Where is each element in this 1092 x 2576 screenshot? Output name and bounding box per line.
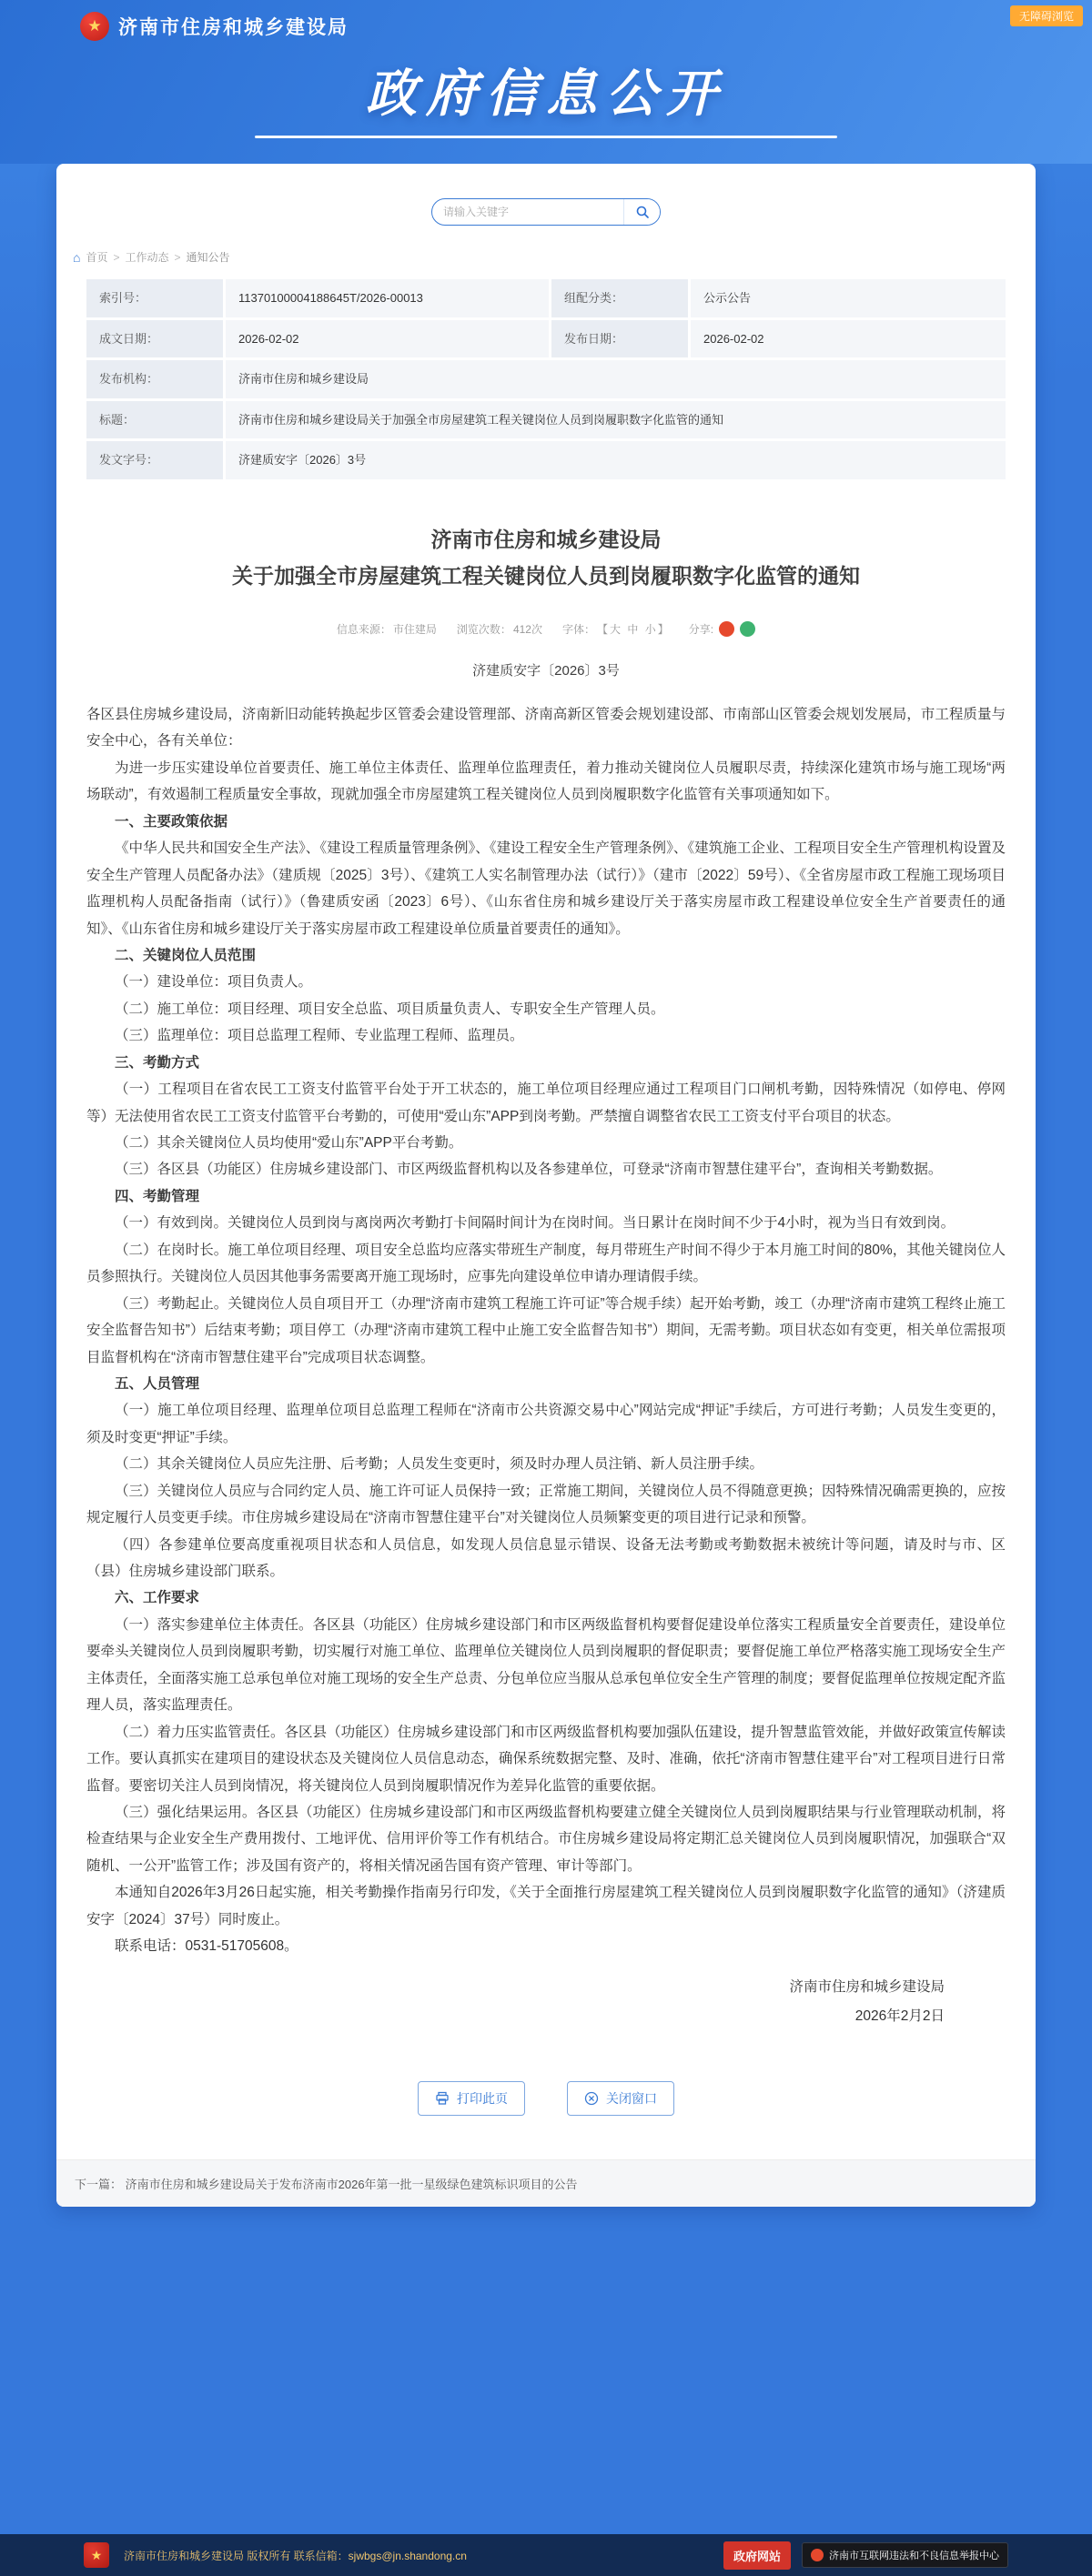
hero-banner bbox=[0, 0, 1092, 164]
footer-emblem-icon: ★ bbox=[84, 2542, 109, 2568]
font-size-medium-button[interactable]: 中 bbox=[627, 623, 639, 636]
print-button-label: 打印此页 bbox=[457, 2090, 508, 2106]
site-name: 济南市住房和城乡建设局 bbox=[118, 17, 349, 38]
paragraph: （四）各参建单位要高度重视项目状态和人员信息，如发现人员信息显示错误、设备无法考勤或考勤数据未被统计等问题，请及时与市、区（县）住房城乡建设部门联系。 bbox=[86, 1536, 1006, 1579]
share-label: 分享: bbox=[688, 623, 714, 636]
wechat-share-icon[interactable] bbox=[740, 621, 755, 637]
gov-site-badge[interactable]: 政府网站 bbox=[723, 2541, 791, 2570]
next-article-link[interactable]: 济南市住房和城乡建设局关于发布济南市2026年第一批一星级绿色建筑标识项目的公告 bbox=[125, 2177, 578, 2191]
search-icon bbox=[635, 205, 650, 219]
accessibility-button[interactable]: 无障碍浏览 bbox=[1010, 5, 1083, 26]
site-header bbox=[0, 0, 1092, 41]
paragraph: （一）工程项目在省农民工工资支付监管平台处于开工状态的，施工单位项目经理应通过工程项目门口闸机考勤，因特殊情况（如停电、停网等）无法使用省农民工工资支付监管平台考勤的，可使用“爱山东”APP到岗考勤。严禁擅自调整省农民工工资支付平台项目的状态。 bbox=[86, 1082, 1006, 1124]
font-size-large-button[interactable]: 大 bbox=[610, 623, 622, 636]
signature-date: 2026年2月2日 bbox=[854, 2008, 945, 2025]
paragraph: 五、人员管理 bbox=[115, 1375, 200, 1392]
banner-title: 政府信息公开 bbox=[366, 65, 726, 122]
paragraph: （二）在岗时长。施工单位项目经理、项目安全总监均应落实带班生产制度，每月带班生产时间不得少于本月施工时间的80%，其他关键岗位人员参照执行。关键岗位人员因其他事务需要离开施工现场时，应事先向建设单位申请办理请假手续。 bbox=[86, 1242, 1006, 1285]
meta-pubdate-value: 2026-02-02 bbox=[691, 320, 1006, 358]
paragraph: （一）落实参建单位主体责任。各区县（功能区）住房城乡建设部门和市区两级监督机构要督促建设单位落实工程质量安全首要责任，建设单位要牵头关键岗位人员到岗履职考勤，切实履行对施工单位、监理单位关键岗位人员到岗履职的督促职责；要督促施工单位严格落实施工现场安全生产主体责任，全面落实施工总承包单位对施工现场的安全生产总责、分包单位应当服从总承包单位安全生产管理的制度；要督促监理单位按规定配齐监理人员，落实监理责任。 bbox=[86, 1616, 1006, 1714]
breadcrumb-home[interactable]: 首页 bbox=[86, 251, 108, 264]
close-button[interactable] bbox=[567, 2081, 674, 2116]
share-controls bbox=[689, 621, 755, 637]
font-size-controls bbox=[562, 621, 669, 637]
article-title-line1: 济南市住房和城乡建设局 bbox=[430, 527, 662, 551]
paragraph: （二）着力压实监管责任。各区县（功能区）住房城乡建设部门和市区两级监督机构要加强队伍建设，提升智慧监管效能，并做好政策宣传解读工作。要认真抓实在建项目的建设状态及关键岗位人员信息动态，确保系统数据完整、及时、准确，依托“济南市智慧住建平台”对工程项目进行日常监督。要密切关注人员到岗情况，将关键岗位人员到岗履职情况作为差异化监管的重要依据。 bbox=[86, 1724, 1006, 1794]
paragraph: （一）建设单位：项目负责人。 bbox=[115, 974, 313, 991]
article-title bbox=[84, 521, 1008, 595]
content-card bbox=[56, 164, 1036, 2207]
paragraph: 一、主要政策依据 bbox=[115, 813, 228, 830]
meta-table bbox=[86, 279, 1006, 479]
meta-docno-value: 济建质安字〔2026〕3号 bbox=[226, 441, 1006, 479]
home-icon: ⌂ bbox=[73, 249, 81, 265]
info-source: 信息来源： 市住建局 bbox=[336, 623, 437, 636]
weibo-share-icon[interactable] bbox=[719, 621, 734, 637]
print-button[interactable] bbox=[418, 2081, 525, 2116]
paragraph: （二）其余关键岗位人员应先注册、后考勤；人员发生变更时，须及时办理人员注销、新人员注册手续。 bbox=[115, 1456, 764, 1473]
breadcrumb-separator: > bbox=[174, 250, 181, 264]
meta-date-value: 2026-02-02 bbox=[226, 320, 549, 358]
printer-icon bbox=[435, 2091, 450, 2106]
article-body bbox=[86, 701, 1006, 1960]
paragraph: 二、关键岗位人员范围 bbox=[115, 947, 257, 963]
breadcrumb-current: 通知公告 bbox=[186, 251, 230, 264]
paragraph: （二）施工单位：项目经理、项目安全总监、项目质量负责人、专职安全生产管理人员。 bbox=[115, 1001, 665, 1017]
signature-org: 济南市住房和城乡建设局 bbox=[789, 1978, 945, 1995]
report-center-label: 济南市互联网违法和不良信息举报中心 bbox=[829, 2551, 999, 2561]
meta-category-label: 组配分类： bbox=[551, 279, 688, 317]
font-size-label: 字体： bbox=[561, 623, 595, 636]
paragraph: （一）施工单位项目经理、监理单位项目总监理工程师在“济南市公共资源交易中心”网站完成“押证”手续后，方可进行考勤；人员发生变更的，须及时变更“押证”手续。 bbox=[86, 1403, 1006, 1445]
paragraph: （一）有效到岗。关键岗位人员到岗与离岗两次考勤打卡间隔时间计为在岗时间。当日累计在岗时间不少于4小时，视为当日有效到岗。 bbox=[115, 1215, 956, 1232]
meta-index-label: 索引号： bbox=[86, 279, 223, 317]
banner-underline bbox=[255, 136, 837, 138]
meta-title-label: 标题： bbox=[86, 401, 223, 439]
meta-agency-value: 济南市住房和城乡建设局 bbox=[226, 360, 1006, 398]
paragraph: 三、考勤方式 bbox=[115, 1054, 200, 1071]
font-size-small-button[interactable]: 小 bbox=[644, 623, 656, 636]
paragraph: 为进一步压实建设单位首要责任、施工单位主体责任、监理单位监理责任，着力推动关键岗位人员履职尽责，持续深化建筑市场与施工现场“两场联动”，有效遏制工程质量安全事故，现就加强全市房屋建筑工程关键岗位人员到岗履职数字化监管有关事项通知如下。 bbox=[86, 760, 1006, 803]
paragraph: （三）考勤起止。关键岗位人员自项目开工（办理“济南市建筑工程施工许可证”等合规手续）起开始考勤，竣工（办理“济南市建筑工程终止施工安全监督告知书”）后结束考勤；项目停工（办理“济南市建筑工程中止施工安全监督告知书”）期间，无需考勤。项目状态如有变更，相关单位需报项目监督机构在“济南市智慧住建平台”完成项目状态调整。 bbox=[86, 1295, 1006, 1365]
banner bbox=[0, 41, 1092, 160]
next-article-label: 下一篇： bbox=[75, 2177, 123, 2191]
article-title-line2: 关于加强全市房屋建筑工程关键岗位人员到岗履职数字化监管的通知 bbox=[232, 563, 860, 588]
paragraph: 各区县住房城乡建设局，济南新旧动能转换起步区管委会建设管理部、济南高新区管委会规划建设部、市南部山区管委会规划发展局，市工程质量与安全中心，各有关单位： bbox=[86, 707, 1006, 750]
close-button-label: 关闭窗口 bbox=[606, 2090, 657, 2106]
meta-title-value: 济南市住房和城乡建设局关于加强全市房屋建筑工程关键岗位人员到岗履职数字化监管的通知 bbox=[226, 401, 1006, 439]
footer bbox=[0, 2534, 1092, 2576]
article-info-bar bbox=[56, 621, 1036, 637]
meta-docno-label: 发文字号： bbox=[86, 441, 223, 479]
breadcrumb-separator: > bbox=[113, 250, 120, 264]
bracket-close: 】 bbox=[657, 623, 669, 636]
paragraph: 六、工作要求 bbox=[115, 1590, 200, 1606]
close-icon bbox=[584, 2091, 599, 2106]
bracket-open: 【 bbox=[596, 623, 608, 636]
doc-number: 济建质安字〔2026〕3号 bbox=[472, 663, 620, 679]
meta-date-label: 成文日期： bbox=[86, 320, 223, 358]
footer-badges bbox=[723, 2541, 1008, 2570]
footer-copyright: 济南市住房和城乡建设局 版权所有 联系信箱：sjwbgs@jn.shandong.cn bbox=[124, 2549, 467, 2562]
next-article-row bbox=[56, 2159, 1036, 2207]
meta-index-value: 11370100004188645T/2026-00013 bbox=[226, 279, 549, 317]
paragraph: 联系电话：0531-51705608。 bbox=[115, 1938, 298, 1955]
paragraph: （三）各区县（功能区）住房城乡建设部门、市区两级监督机构以及各参建单位，可登录“济南市智慧住建平台”，查询相关考勤数据。 bbox=[115, 1162, 943, 1178]
paragraph: （二）其余关键岗位人员均使用“爱山东”APP平台考勤。 bbox=[115, 1135, 463, 1151]
paragraph: 四、考勤管理 bbox=[115, 1188, 200, 1204]
paragraph: 《中华人民共和国安全生产法》、《建设工程质量管理条例》、《建设工程安全生产管理条例》、《建筑施工企业、工程项目安全生产管理机构设置及安全生产管理人员配备办法》（建质规〔2025〕3号）、《建筑工人实名制管理办法（试行）》（建市〔2022〕59号）、《全省房屋市政工程施工现场项目监理机构人员配备指南（试行）》（鲁建质安函〔2023〕6号）、《山东省住房和城乡建设厅关于落实房屋市政工程建设单位安全生产首要责任的通知》、《山东省住房和城乡建设厅关于落实房屋市政工程建设单位质量首要责任的通知》。 bbox=[86, 840, 1006, 937]
search-input[interactable] bbox=[432, 206, 623, 218]
breadcrumb bbox=[73, 249, 1036, 265]
search-button[interactable] bbox=[623, 199, 660, 225]
report-center-icon bbox=[811, 2549, 824, 2561]
action-buttons bbox=[56, 2081, 1036, 2116]
info-views: 浏览次数： 412次 bbox=[456, 623, 542, 636]
paragraph: （三）监理单位：项目总监理工程师、专业监理工程师、监理员。 bbox=[115, 1028, 524, 1044]
paragraph: （三）关键岗位人员应与合同约定人员、施工许可证人员保持一致；正常施工期间，关键岗位人员不得随意更换；因特殊情况确需更换的，应按规定履行人员变更手续。市住房城乡建设局在“济南市智慧住建平台”对关键岗位人员频繁变更的项目进行记录和预警。 bbox=[86, 1483, 1006, 1526]
paragraph: （三）强化结果运用。各区县（功能区）住房城乡建设部门和市区两级监督机构要建立健全关键岗位人员到岗履职结果与行业管理联动机制，将检查结果与企业安全生产费用拨付、工地评优、信用评价等工作有机结合。市住房城乡建设局将定期汇总关键岗位人员到岗履职情况，加强联合“双随机、一公开”监管工作；涉及国有资产的，将相关情况函告国有资产管理、审计等部门。 bbox=[86, 1804, 1006, 1874]
meta-category-value: 公示公告 bbox=[691, 279, 1006, 317]
signature-block bbox=[56, 1973, 945, 2032]
meta-agency-label: 发布机构： bbox=[86, 360, 223, 398]
breadcrumb-section[interactable]: 工作动态 bbox=[125, 251, 169, 264]
paragraph: 本通知自2026年3月26日起实施，相关考勤操作指南另行印发，《关于全面推行房屋建筑工程关键岗位人员到岗履职数字化监管的通知》（济建质安字〔2024〕37号）同时废止。 bbox=[86, 1885, 1006, 1927]
search-row bbox=[56, 198, 1036, 226]
report-center-badge[interactable] bbox=[802, 2542, 1008, 2568]
search-box bbox=[431, 198, 661, 226]
national-emblem-icon: ★ bbox=[80, 12, 109, 41]
meta-pubdate-label: 发布日期： bbox=[551, 320, 688, 358]
